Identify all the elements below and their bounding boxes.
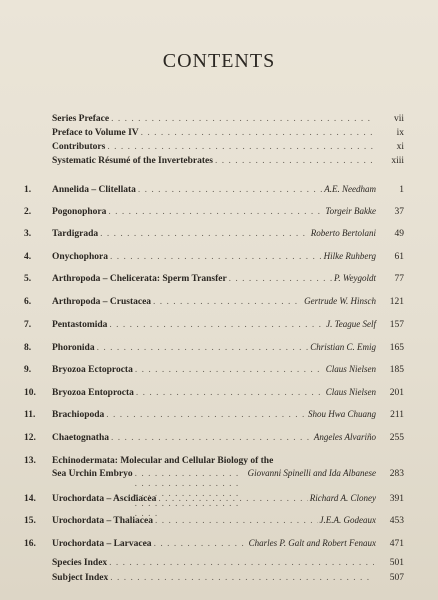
chapter-title: Pentastomida bbox=[52, 320, 108, 330]
chapter-number: 14. bbox=[24, 494, 36, 504]
chapter-number: 6. bbox=[24, 297, 32, 307]
chapter-author: Christian C. Emig bbox=[310, 342, 376, 352]
chapter-page: 49 bbox=[394, 229, 404, 239]
toc-front-item bbox=[24, 156, 404, 170]
toc-chapter bbox=[24, 206, 404, 220]
toc-title: Systematic Résumé of the Invertebrates bbox=[52, 156, 213, 166]
chapter-author: A.E. Needham bbox=[324, 184, 376, 194]
toc-page: 501 bbox=[389, 558, 404, 568]
chapter-page: 391 bbox=[389, 494, 404, 504]
chapter-number: 16. bbox=[24, 539, 36, 549]
chapter-page: 77 bbox=[394, 274, 404, 284]
chapter-number: 10. bbox=[24, 388, 36, 398]
chapter-title: Phoronida bbox=[52, 343, 95, 353]
toc-front-item bbox=[24, 128, 404, 142]
chapter-number: 7. bbox=[24, 320, 32, 330]
toc-page: 507 bbox=[389, 573, 404, 583]
chapter-page: 37 bbox=[394, 207, 404, 217]
toc-title: Contributors bbox=[52, 142, 106, 152]
chapter-title: Pogonophora bbox=[52, 207, 107, 217]
chapter-title: Echinodermata: Molecular and Cellular Biology of the bbox=[52, 456, 274, 466]
chapter-title: Bryozoa Entoprocta bbox=[52, 388, 134, 398]
toc-chapter bbox=[24, 387, 404, 401]
chapter-author: Roberto Bertolani bbox=[310, 228, 376, 238]
chapter-author: J.E.A. Godeaux bbox=[319, 515, 376, 525]
toc-page: vii bbox=[393, 114, 404, 124]
chapter-author: Claus Nielsen bbox=[325, 387, 376, 397]
chapter-author: Gertrude W. Hinsch bbox=[304, 296, 376, 306]
chapter-number: 15. bbox=[24, 516, 36, 526]
chapter-author: Giovanni Spinelli and Ida Albanese bbox=[247, 468, 376, 478]
chapter-number: 13. bbox=[24, 456, 36, 466]
chapter-title: Arthropoda – Crustacea bbox=[52, 297, 152, 307]
toc-chapter bbox=[24, 342, 404, 356]
chapter-author: P. Weygoldt bbox=[334, 273, 376, 283]
toc-chapter bbox=[24, 364, 404, 378]
toc-page: xi bbox=[396, 142, 404, 152]
chapter-author: J. Teague Self bbox=[326, 319, 376, 329]
chapter-title: Bryozoa Ectoprocta bbox=[52, 365, 133, 375]
chapter-author: Claus Nielsen bbox=[325, 364, 376, 374]
chapter-number: 5. bbox=[24, 274, 32, 284]
chapter-author: Angeles Alvariño bbox=[313, 432, 376, 442]
chapter-title: Onychophora bbox=[52, 252, 108, 262]
chapter-page: 121 bbox=[389, 297, 404, 307]
toc-chapter bbox=[24, 228, 404, 242]
chapter-page: 61 bbox=[394, 252, 404, 262]
toc-chapter bbox=[24, 409, 404, 423]
toc-chapter bbox=[24, 493, 404, 507]
chapter-page: 157 bbox=[389, 320, 404, 330]
chapter-page: 201 bbox=[389, 388, 404, 398]
chapter-author: Shou Hwa Chuang bbox=[307, 409, 376, 419]
chapter-page: 283 bbox=[389, 469, 404, 479]
toc-chapter bbox=[24, 273, 404, 287]
chapter-page: 211 bbox=[390, 410, 404, 420]
chapter-author: Hilke Ruhberg bbox=[323, 251, 376, 261]
toc-back-item bbox=[24, 558, 404, 572]
chapter-number: 12. bbox=[24, 433, 36, 443]
chapter-author: Torgeir Bakke bbox=[325, 206, 376, 216]
chapter-number: 9. bbox=[24, 365, 32, 375]
chapter-number: 1. bbox=[24, 185, 32, 195]
chapter-page: 165 bbox=[389, 343, 404, 353]
chapter-title: Arthropoda – Chelicerata: Sperm Transfer bbox=[52, 274, 227, 284]
toc-chapter bbox=[24, 184, 404, 198]
chapter-page: 185 bbox=[389, 365, 404, 375]
toc-front-item bbox=[24, 142, 404, 156]
chapter-author: Richard A. Cloney bbox=[309, 493, 376, 503]
toc-chapter bbox=[24, 432, 404, 446]
chapter-title: Urochordata – Thaliacea bbox=[52, 516, 153, 526]
toc-chapter bbox=[24, 319, 404, 333]
chapter-title: Urochordata – Ascidiacea bbox=[52, 494, 157, 504]
toc-title: Series Preface bbox=[52, 114, 110, 124]
toc-chapter bbox=[24, 296, 404, 310]
chapter-author: Charles P. Galt and Robert Fenaux bbox=[248, 538, 376, 548]
toc-front-item bbox=[24, 114, 404, 128]
chapter-number: 2. bbox=[24, 207, 32, 217]
toc-chapter bbox=[24, 251, 404, 265]
chapter-number: 3. bbox=[24, 229, 32, 239]
chapter-number: 11. bbox=[24, 410, 36, 420]
chapter-page: 453 bbox=[389, 516, 404, 526]
toc-page: xiii bbox=[391, 156, 404, 166]
chapter-title: Tardigrada bbox=[52, 229, 99, 239]
toc-chapter bbox=[24, 456, 404, 519]
chapter-page: 471 bbox=[389, 539, 404, 549]
toc-page: ix bbox=[396, 128, 404, 138]
chapter-title: Chaetognatha bbox=[52, 433, 110, 443]
page-title: CONTENTS bbox=[162, 50, 276, 72]
chapter-title: Urochordata – Larvacea bbox=[52, 539, 152, 549]
chapter-title: Brachiopoda bbox=[52, 410, 105, 420]
toc-title: Subject Index bbox=[52, 573, 109, 583]
toc-title: Species Index bbox=[52, 558, 108, 568]
chapter-title-continued: Sea Urchin Embryo bbox=[52, 469, 133, 479]
chapter-page: 255 bbox=[389, 433, 404, 443]
chapter-number: 4. bbox=[24, 252, 32, 262]
toc-back-item bbox=[24, 573, 404, 587]
toc-chapter bbox=[24, 538, 404, 552]
toc-chapter bbox=[24, 515, 404, 529]
toc-title: Preface to Volume IV bbox=[52, 128, 139, 138]
chapter-title: Annelida – Clitellata bbox=[52, 185, 136, 195]
chapter-page: 1 bbox=[399, 185, 404, 195]
chapter-number: 8. bbox=[24, 343, 32, 353]
